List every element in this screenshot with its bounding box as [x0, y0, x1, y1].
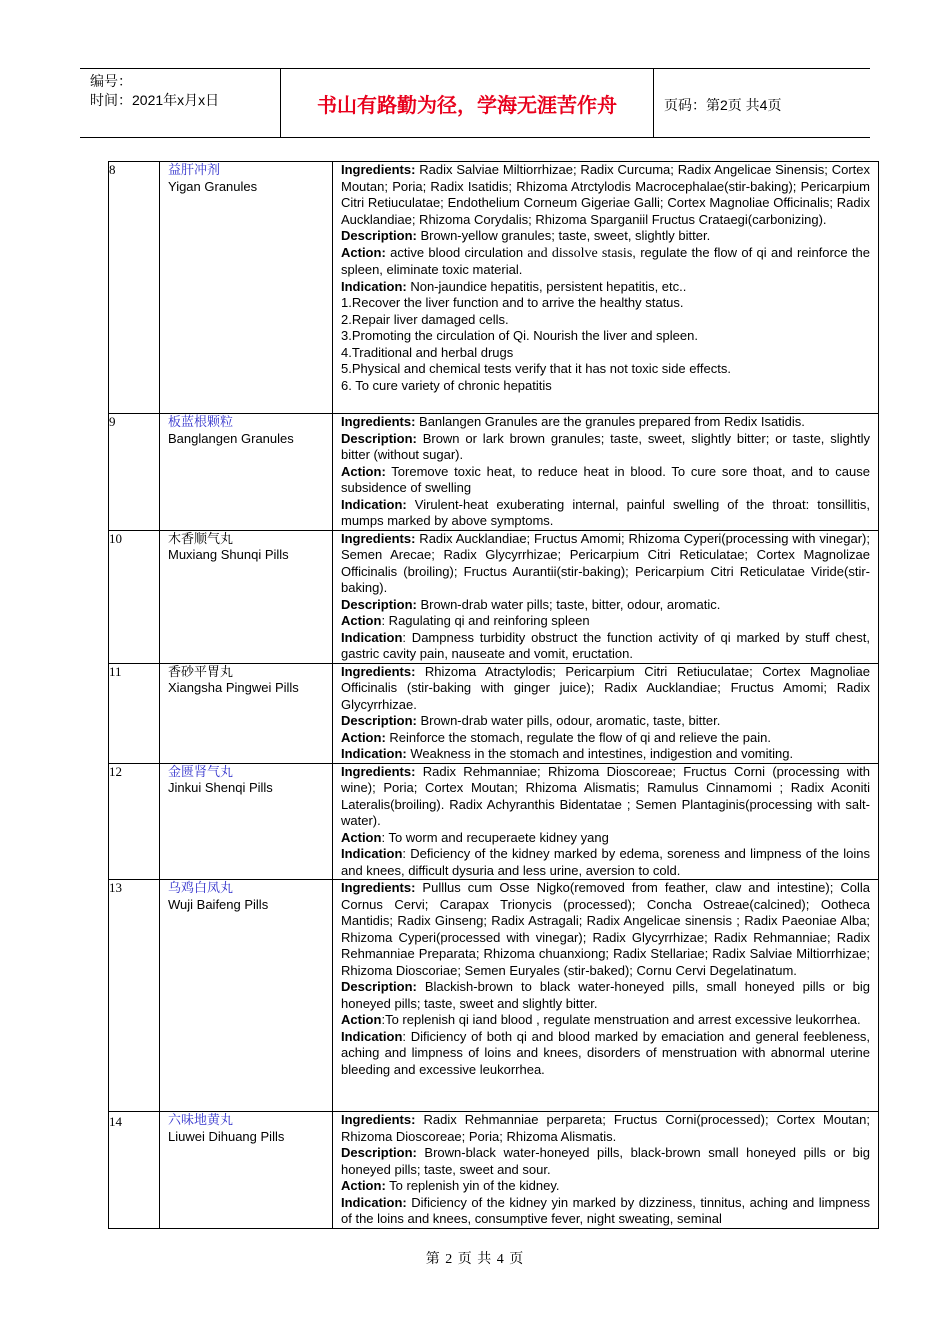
medicine-name-cn: 香砂平胃丸: [168, 663, 234, 679]
description: Description: Blackish-brown to black water-honeyed pills, small honeyed pills or big honeyed pills; taste, sweet and slightly bitter.: [341, 979, 870, 1011]
ingredients-label: Ingredients:: [341, 880, 416, 895]
medicine-table: [108, 161, 879, 1229]
medicine-name-en: Liuwei Dihuang Pills: [168, 1128, 285, 1144]
ingredients-label: Ingredients:: [341, 414, 416, 429]
medicine-name-cn: 木香顺气丸: [168, 530, 234, 546]
indication: Indication: Virulent-heat exuberating internal, painful swelling of the throat: tonsillitis, mumps marked by above symptoms.: [341, 496, 870, 528]
medicine-details: [333, 1112, 879, 1229]
medicine-name: [160, 162, 333, 414]
page-footer: 第 2 页 共 4 页: [425, 1252, 525, 1267]
list-item: 6. To cure variety of chronic hepatitis: [341, 377, 552, 393]
medicine-name-en: Jinkui Shenqi Pills: [168, 780, 273, 795]
ingredients-label: Ingredients:: [341, 1112, 416, 1127]
row-number: 13: [109, 880, 160, 1112]
indication: Indication: Weakness in the stomach and intestines, indigestion and vomiting.: [341, 746, 794, 761]
medicine-name-en: Muxiang Shunqi Pills: [168, 547, 289, 562]
table-row: [109, 530, 879, 663]
ingredients: Ingredients: Radix Aucklandiae; Fructus Amomi; Rhizoma Cyperi(processing with vinegar); Semen Arecae; Radix Glycyrrhizae; Pericarpium Citri Reticulatae; Cortex Magnolizae Officinalis (broiling); Fructus Aurantii(stir-baking); Pericarpium Citri Reticulatae Viride(stir-baking).: [341, 530, 870, 595]
medicine-name-en: Yigan Granules: [168, 178, 258, 194]
action: Action: Ragulating qi and reinforing spleen: [341, 613, 590, 628]
table-row: [109, 663, 879, 763]
table-row: [109, 414, 879, 531]
table-row: [109, 1112, 879, 1229]
row-number: 9: [109, 414, 160, 531]
indication: Indication: Dificiency of the kidney yin marked by dizziness, tinnitus, aching and limpness of the loins and knees, consumptive fever, night sweating, seminal: [341, 1194, 870, 1226]
action-label: Action: [341, 829, 382, 845]
medicine-details: [333, 763, 879, 880]
ingredients: Ingredients: Pulllus cum Osse Nigko(removed from feather, claw and intestine); Colla Cornus Cervi; Carapax Trionycis (processed); Concha Ostreae(calcined); Ootheca Mantidis; Radix Ginseng; Radix Astragali; Radix Angelicae sinensis ; Radix Paeoniae Alba; Rhizoma Cyperi(processed with vinegar); Radix Glycyrrhizae; Radix Rehmanniae; Radix Rehmanniae Preparata; Rhizoma chuanxiong; Radix Stellariae; Radix Salviae Miltiorrhizae; Rhizoma Dioscoriae; Semen Euryales (stir-baked); Cornu Cervi Degelatinatum.: [341, 880, 870, 978]
medicine-name: [160, 414, 333, 531]
medicine-name: [160, 530, 333, 663]
medicine-name-en: Wuji Baifeng Pills: [168, 896, 269, 912]
description-label: Description:: [341, 596, 417, 612]
action: Action: Toremove toxic heat, to reduce heat in blood. To cure sore thoat, and to cause subsidence of swelling: [341, 463, 870, 495]
indication-label: Indication: [341, 1028, 403, 1044]
medicine-name: [160, 663, 333, 763]
medicine-name-cn[interactable]: 六味地黄丸: [168, 1112, 234, 1127]
indication-label: Indication:: [341, 496, 407, 512]
action: Action: To worm and recuperaete kidney yang: [341, 829, 609, 845]
ingredients: Ingredients: Rhizoma Atractylodis; Pericarpium Citri Retiuculatae; Cortex Magnoliae Officinalis (stir-baking with ginger juice); Radix Aucklandiae; Fructus Amomi; Radix Glycyrrhizae.: [341, 663, 870, 712]
medicine-name-cn[interactable]: 乌鸡白凤丸: [168, 880, 234, 895]
medicine-name-en: Banglangen Granules: [168, 430, 294, 446]
ingredients: Ingredients: Radix Rehmanniae perpareta; Fructus Corni(processed); Cortex Moutan; Rhizoma Dioscoreae; Poria; Rhizoma Alismatis.: [341, 1112, 870, 1144]
description: Description: Brown-drab water pills, odour, aromatic, taste, bitter.: [341, 713, 721, 728]
code-label: 编号：: [90, 73, 132, 89]
list-item: 1.Recover the liver function and to arrive the healthy status.: [341, 295, 684, 310]
ingredients-label: Ingredients:: [341, 162, 416, 177]
list-item: 2.Repair liver damaged cells.: [341, 311, 509, 327]
action-label: Action:: [341, 1178, 386, 1193]
ingredients-label: Ingredients:: [341, 663, 416, 679]
action-label: Action: [341, 613, 382, 628]
page-indicator: 页码：第2页 共4页: [664, 97, 782, 113]
medicine-name: [160, 1112, 333, 1229]
action: Action: active blood circulation and dissolve stasis, regulate the flow of qi and reinforce the spleen, eliminate toxic material.: [341, 244, 870, 277]
indication-label: Indication:: [341, 1194, 407, 1210]
medicine-details: [333, 880, 879, 1112]
medicine-name-cn[interactable]: 板蓝根颗粒: [168, 414, 234, 429]
action: Action:To replenish qi iand blood , regulate menstruation and arrest excessive leukorrhea.: [341, 1012, 861, 1027]
medicine-name: [160, 880, 333, 1112]
medicine-details: [333, 414, 879, 531]
description: Description: Brown-drab water pills; taste, bitter, odour, aromatic.: [341, 596, 721, 612]
medicine-details: [333, 663, 879, 763]
description-label: Description:: [341, 228, 417, 243]
table-row: [109, 880, 879, 1112]
table-row: [109, 162, 879, 414]
row-number: 11: [109, 663, 160, 763]
row-number: 12: [109, 763, 160, 880]
indication-label: Indication:: [341, 746, 407, 761]
medicine-name-en: Xiangsha Pingwei Pills: [168, 680, 299, 695]
page-header: [80, 68, 870, 138]
list-item: 3.Promoting the circulation of Qi. Nourish the liver and spleen.: [341, 328, 698, 343]
action-label: Action:: [341, 729, 386, 745]
list-item: 5.Physical and chemical tests verify that it has not toxic side effects.: [341, 361, 731, 376]
row-number: 10: [109, 530, 160, 663]
motto: 书山有路勤为径，学海无涯苦作舟: [281, 69, 654, 137]
description: Description: Brown or lark brown granules; taste, sweet, slightly bitter; or taste, slightly bitter (without sugar).: [341, 430, 870, 462]
indication: Indication: Dampness turbidity obstruct the function activity of qi marked by stuff chest, gastric cavity pain, nauseate and vomit, eructation.: [341, 629, 870, 661]
medicine-name: [160, 763, 333, 880]
ingredients: Ingredients: Banlangen Granules are the granules prepared from Redix Isatidis.: [341, 414, 805, 429]
ingredients-label: Ingredients:: [341, 763, 416, 779]
action: Action: Reinforce the stomach, regulate the flow of qi and relieve the pain.: [341, 729, 771, 745]
table-row: [109, 763, 879, 880]
description: Description: Brown-black water-honeyed pills, black-brown small honeyed pills or big honeyed pills; taste, sweet and sour.: [341, 1145, 870, 1177]
medicine-details: [333, 162, 879, 414]
action: Action: To replenish yin of the kidney.: [341, 1178, 560, 1193]
indication-label: Indication:: [341, 278, 407, 294]
indication-label: Indication: [341, 846, 403, 861]
ingredients-label: Ingredients:: [341, 530, 416, 546]
action-label: Action:: [341, 463, 386, 479]
medicine-name-cn[interactable]: 金匮肾气丸: [168, 763, 234, 779]
description-label: Description:: [341, 713, 417, 728]
indication: Indication: Deficiency of the kidney marked by edema, soreness and limpness of the loins and knees, difficult dysuria and less urine, aversion to cold.: [341, 846, 870, 878]
ingredients: Ingredients: Radix Rehmanniae; Rhizoma Dioscoreae; Fructus Corni (processing with wine); Poria; Cortex Moutan; Rhizoma Alismatis; Ramulus Cinnamomi ; Radix Aconiti Lateralis(broiling). Radix Achyranthis Bidentatae ; Semen Plantaginis(processing with salt-water).: [341, 763, 870, 828]
indication-label: Indication: [341, 629, 403, 645]
indication: Indication: Dificiency of both qi and blood marked by emaciation and general feebleness, aching and limpness of loins and knees, disorders of menstruation with abnormal uterine bleeding and excessive leukorrhea.: [341, 1028, 870, 1077]
description-label: Description:: [341, 1145, 417, 1160]
action-label: Action: [341, 1012, 382, 1027]
ingredients: Ingredients: Radix Salviae Miltiorrhizae; Radix Curcuma; Radix Angelicae Sinensis; Cortex Moutan; Poria; Radix Isatidis; Rhizoma Atrctylodis Macrocephalae(stir-baking); Pericarpium Citri Retiuculatae; Endothelium Corneum Gigeriae Galli; Cortex Magnoliae Officinalis; Radix Aucklandiae; Rhizoma Corydalis; Rhizoma Sparganiil Fructus Crataegi(carbonizing).: [341, 162, 870, 227]
action-label: Action:: [341, 244, 386, 260]
row-number: 8: [109, 162, 160, 414]
list-item: 4.Traditional and herbal drugs: [341, 344, 514, 360]
description-label: Description:: [341, 430, 417, 446]
indication: Indication: Non-jaundice hepatitis, persistent hepatitis, etc..: [341, 278, 687, 294]
description: Description: Brown-yellow granules; taste, sweet, slightly bitter.: [341, 228, 711, 243]
medicine-name-cn[interactable]: 益肝冲剂: [168, 162, 221, 177]
time-label: 时间：2021年x月x日: [90, 92, 220, 108]
medicine-details: [333, 530, 879, 663]
row-number: 14: [109, 1112, 160, 1229]
header-meta: [80, 69, 281, 137]
description-label: Description:: [341, 979, 417, 994]
